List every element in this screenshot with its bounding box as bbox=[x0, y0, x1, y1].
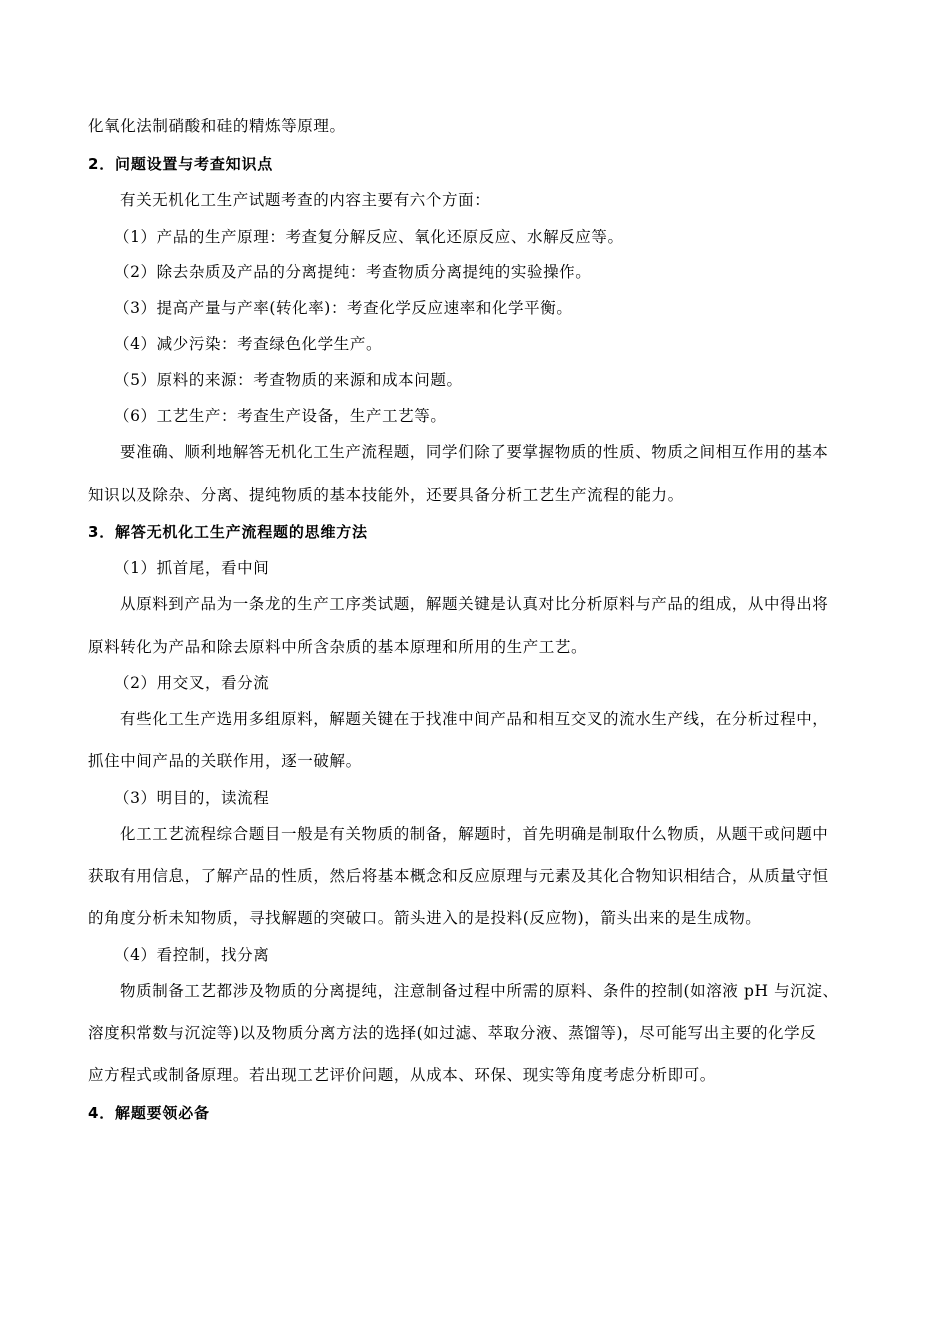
section-heading-3: 3．解答无机化工生产流程题的思维方法 bbox=[88, 523, 368, 541]
list-item: （3）提高产量与产率(转化率)：考查化学反应速率和化学平衡。 bbox=[114, 299, 573, 317]
list-item: （1）产品的生产原理：考查复分解反应、氧化还原反应、水解反应等。 bbox=[114, 228, 624, 246]
paragraph-line: 应方程式或制备原理。若出现工艺评价问题，从成本、环保、现实等角度考虑分析即可。 bbox=[88, 1066, 716, 1084]
list-item: （5）原料的来源：考查物质的来源和成本问题。 bbox=[114, 371, 463, 389]
list-item: （6）工艺生产：考查生产设备，生产工艺等。 bbox=[114, 407, 447, 425]
paragraph-line: 知识以及除杂、分离、提纯物质的基本技能外，还要具备分析工艺生产流程的能力。 bbox=[88, 486, 684, 504]
text-line: 化氧化法制硝酸和硅的精炼等原理。 bbox=[88, 117, 346, 135]
list-item: （4）减少污染：考查绿色化学生产。 bbox=[114, 335, 383, 353]
paragraph-line: 要准确、顺利地解答无机化工生产流程题，同学们除了要掌握物质的性质、物质之间相互作用的基本 bbox=[120, 443, 829, 461]
subheading: （4）看控制，找分离 bbox=[114, 946, 270, 964]
paragraph-line: 有些化工生产选用多组原料，解题关键在于找准中间产品和相互交叉的流水生产线，在分析过程中， bbox=[120, 710, 829, 728]
paragraph-line: 获取有用信息，了解产品的性质，然后将基本概念和反应原理与元素及其化合物知识相结合，从质量守恒 bbox=[88, 867, 829, 885]
paragraph-line: 物质制备工艺都涉及物质的分离提纯，注意制备过程中所需的原料、条件的控制(如溶液 pH 与沉淀、 bbox=[120, 982, 839, 1000]
section-heading-2: 2．问题设置与考查知识点 bbox=[88, 155, 274, 173]
paragraph-line: 原料转化为产品和除去原料中所含杂质的基本原理和所用的生产工艺。 bbox=[88, 638, 588, 656]
paragraph-line: 溶度积常数与沉淀等)以及物质分离方法的选择(如过滤、萃取分液、蒸馏等)，尽可能写出主要的化学反 bbox=[88, 1024, 817, 1042]
paragraph-line: 抓住中间产品的关联作用，逐一破解。 bbox=[88, 752, 362, 770]
subheading: （3）明目的，读流程 bbox=[114, 789, 270, 807]
paragraph-line: 化工工艺流程综合题目一般是有关物质的制备，解题时，首先明确是制取什么物质，从题干或问题中 bbox=[120, 825, 829, 843]
section-heading-4: 4．解题要领必备 bbox=[88, 1104, 210, 1122]
subheading: （2）用交叉，看分流 bbox=[114, 674, 270, 692]
text-line: 有关无机化工生产试题考查的内容主要有六个方面： bbox=[120, 191, 491, 209]
list-item: （2）除去杂质及产品的分离提纯：考查物质分离提纯的实验操作。 bbox=[114, 263, 592, 281]
paragraph-line: 从原料到产品为一条龙的生产工序类试题，解题关键是认真对比分析原料与产品的组成，从中得出将 bbox=[120, 595, 829, 613]
subheading: （1）抓首尾，看中间 bbox=[114, 559, 270, 577]
paragraph-line: 的角度分析未知物质，寻找解题的突破口。箭头进入的是投料(反应物)，箭头出来的是生成物。 bbox=[88, 909, 762, 927]
